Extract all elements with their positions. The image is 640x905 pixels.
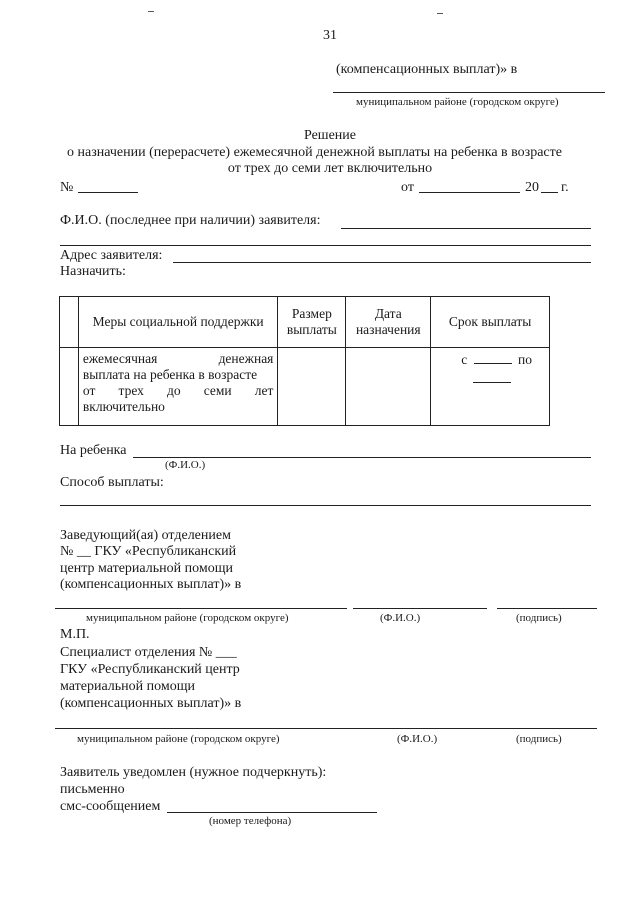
head-line-2: № __ ГКУ «Республиканский — [60, 544, 237, 559]
head-line-4: (компенсационных выплат)» в — [60, 577, 242, 592]
child-fio-field[interactable] — [133, 457, 591, 458]
notify-option-sms[interactable]: смс-сообщением — [60, 799, 161, 814]
head-line-3: центр материальной помощи — [60, 561, 233, 576]
table-empty-cell — [60, 348, 79, 426]
phone-number-field[interactable] — [167, 812, 377, 813]
applicant-fio-field-2[interactable] — [60, 245, 591, 246]
head-district-field[interactable] — [55, 608, 347, 609]
measure-line-3b: трех — [118, 383, 144, 398]
specialist-caption-signature: (подпись) — [516, 733, 562, 745]
head-caption-fio: (Ф.И.О.) — [380, 612, 421, 624]
number-blank — [78, 192, 138, 193]
head-line-1: Заведующий(ая) отделением — [60, 528, 231, 543]
date-from-label: от — [401, 180, 414, 195]
header-line: (компенсационных выплат)» в — [336, 62, 518, 77]
measure-line-4: включительно — [82, 399, 165, 414]
header-caption: муниципальном районе (городском округе) — [356, 96, 559, 108]
year-suffix: г. — [561, 180, 569, 195]
number-label: № — [60, 180, 74, 195]
table-header-term: Срок выплаты — [431, 297, 550, 348]
table-header-measures: Меры социальной поддержки — [78, 297, 278, 348]
page-number: 31 — [323, 28, 337, 43]
stamp-label: М.П. — [60, 627, 90, 642]
head-caption-signature: (подпись) — [516, 612, 562, 624]
measure-line-1a: ежемесячная — [82, 351, 158, 366]
title-word: Решение — [303, 128, 356, 143]
head-signature-field[interactable] — [497, 608, 597, 609]
table-header-date: Дата назначения — [346, 297, 431, 348]
specialist-caption-fio: (Ф.И.О.) — [397, 733, 438, 745]
table-cell-amount[interactable] — [278, 348, 346, 426]
title-line-3: от трех до семи лет включительно — [227, 161, 433, 176]
specialist-caption-district: муниципальном районе (городском округе) — [77, 733, 280, 745]
phone-caption: (номер телефона) — [209, 815, 292, 827]
term-from-label: с — [461, 352, 468, 367]
child-caption: (Ф.И.О.) — [165, 459, 206, 471]
table-cell-date[interactable] — [346, 348, 431, 426]
child-label: На ребенка — [60, 443, 127, 458]
table-header-empty-cell — [60, 297, 79, 348]
applicant-fio-label: Ф.И.О. (последнее при наличии) заявителя: — [60, 213, 321, 228]
notify-title: Заявитель уведомлен (нужное подчеркнуть): — [60, 765, 327, 780]
year-blank — [541, 192, 558, 193]
applicant-fio-field[interactable] — [341, 228, 591, 229]
header-underline — [333, 92, 605, 93]
term-to-field[interactable] — [473, 370, 511, 383]
table-row — [60, 348, 550, 426]
head-fio-field[interactable] — [353, 608, 487, 609]
assign-label: Назначить: — [60, 264, 126, 279]
term-to-label: по — [517, 352, 532, 367]
table-header-amount: Размер выплаты — [278, 297, 346, 348]
applicant-address-label: Адрес заявителя: — [60, 248, 163, 263]
measure-line-2: выплата на ребенка в возрасте — [82, 367, 258, 382]
specialist-line-3: материальной помощи — [60, 679, 195, 694]
measure-line-3a: от — [82, 383, 96, 398]
specialist-line-4: (компенсационных выплат)» в — [60, 696, 242, 711]
date-blank — [419, 192, 520, 193]
year-label: 20 — [525, 180, 539, 195]
measure-line-3c: до — [167, 383, 181, 398]
payment-method-label: Способ выплаты: — [60, 475, 164, 490]
scan-speck — [148, 11, 154, 12]
measure-line-3e: лет — [254, 383, 274, 398]
measure-line-1b: денежная — [218, 351, 274, 366]
head-caption-district: муниципальном районе (городском округе) — [86, 612, 289, 624]
specialist-line-1: Специалист отделения № ___ — [60, 645, 237, 660]
table-header-row — [60, 297, 550, 348]
table-cell-measure — [78, 348, 278, 426]
payment-method-field[interactable] — [60, 505, 591, 506]
specialist-line-2: ГКУ «Республиканский центр — [60, 662, 240, 677]
term-from-field[interactable] — [474, 351, 512, 364]
scan-speck — [437, 13, 443, 14]
specialist-fields-line[interactable] — [55, 728, 597, 729]
applicant-address-field[interactable] — [173, 262, 591, 263]
title-line-2: о назначении (перерасчете) ежемесячной денежной выплаты на ребенка в возрасте — [67, 145, 562, 160]
table-cell-term[interactable] — [431, 348, 550, 426]
support-measures-table — [59, 296, 550, 426]
measure-line-3d: семи — [203, 383, 232, 398]
notify-option-written[interactable]: письменно — [60, 782, 125, 797]
